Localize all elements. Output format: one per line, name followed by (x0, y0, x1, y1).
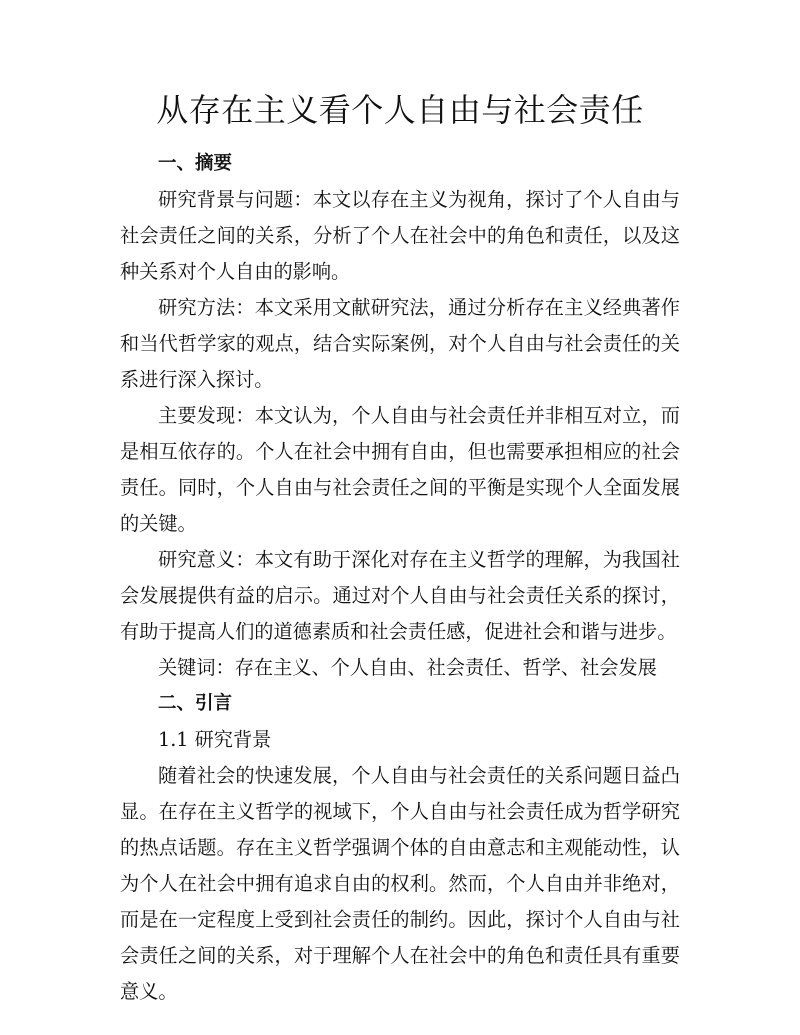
abstract-heading: 一、摘要 (158, 153, 233, 174)
document-body (120, 146, 680, 1010)
abstract-background-paragraph: 研究背景与问题：本文以存在主义为视角，探讨了个人自由与社会责任之间的关系，分析了个人在社会中的角色和责任，以及这种关系对个人自由的影响。 (120, 188, 680, 283)
intro-paragraph: 随着社会的快速发展，个人自由与社会责任的关系问题日益凸显。在存在主义哲学的视域下，个人自由与社会责任成为哲学研究的热点话题。存在主义哲学强调个体的自由意志和主观能动性，认为个人在社会中拥有追求自由的权利。然而，个人自由并非绝对，而是在一定程度上受到社会责任的制约。因此，探讨个人自由与社会责任之间的关系，对于理解个人在社会中的角色和责任具有重要意义。 (120, 764, 680, 1003)
abstract-findings-paragraph: 主要发现：本文认为，个人自由与社会责任并非相互对立，而是相互依存的。个人在社会中拥有自由，但也需要承担相应的社会责任。同时，个人自由与社会责任之间的平衡是实现个人全面发展的关键。 (120, 404, 680, 535)
keywords-line: 关键词：存在主义、个人自由、社会责任、哲学、社会发展 (158, 656, 657, 679)
intro-subheading: 1.1 研究背景 (158, 728, 272, 751)
abstract-significance-paragraph: 研究意义：本文有助于深化对存在主义哲学的理解，为我国社会发展提供有益的启示。通过对个人自由与社会责任关系的探讨，有助于提高人们的道德素质和社会责任感，促进社会和谐与进步。 (120, 548, 680, 643)
intro-heading: 二、引言 (158, 693, 233, 714)
abstract-method-paragraph: 研究方法：本文采用文献研究法，通过分析存在主义经典著作和当代哲学家的观点，结合实际案例，对个人自由与社会责任的关系进行深入探讨。 (120, 296, 680, 391)
document-title: 从存在主义看个人自由与社会责任 (156, 91, 644, 129)
